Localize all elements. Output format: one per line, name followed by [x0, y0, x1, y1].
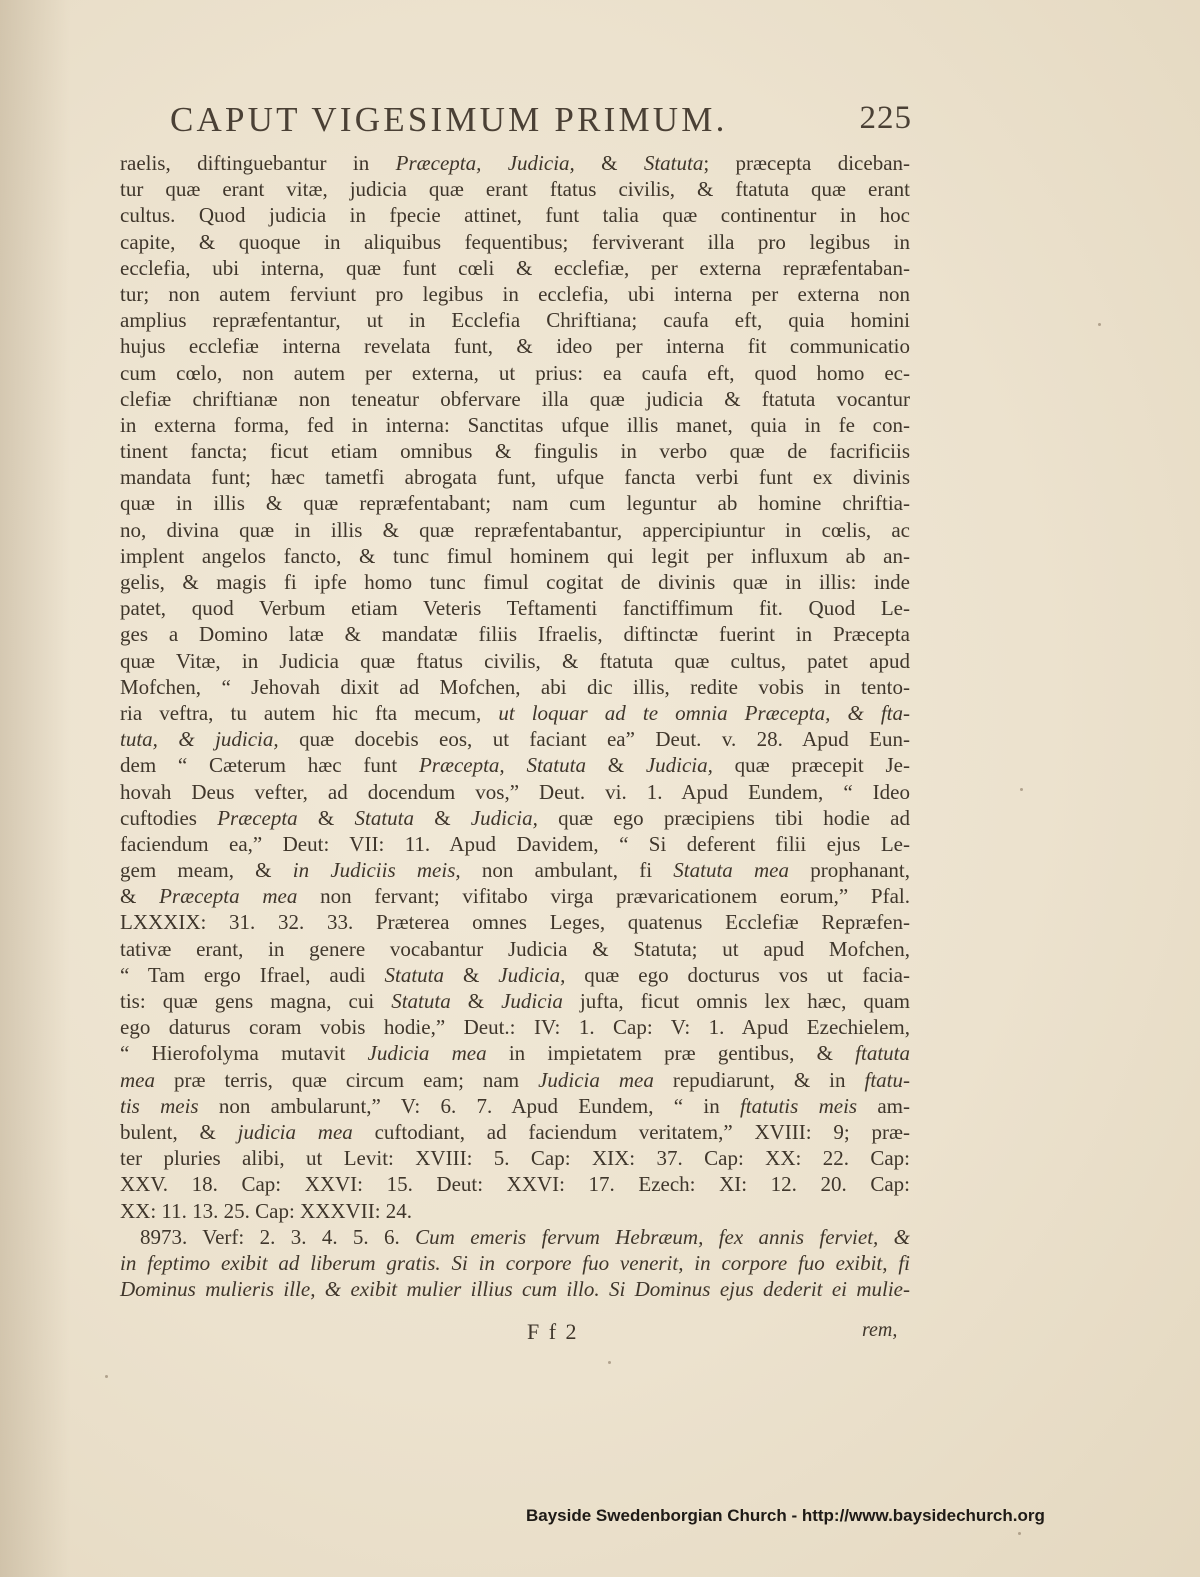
text-run: &	[444, 962, 499, 987]
text-run: tur quæ erant vitæ, judicia quæ erant ftatus civilis, & ftatuta quæ erant	[120, 177, 910, 202]
italic-run: Judicia mea	[538, 1067, 654, 1092]
italic-run: Dominus mulieris ille, & exibit mulier illius cum illo. Si Dominus ejus dederit ei mulie-	[120, 1277, 910, 1302]
paper-speck	[1018, 1532, 1021, 1535]
italic-run: Præcepta	[217, 805, 298, 830]
italic-run: tis meis	[120, 1093, 199, 1118]
text-run: raelis, diftinguebantur in	[120, 151, 396, 175]
text-run: am-	[857, 1093, 910, 1118]
text-line	[120, 438, 910, 464]
italic-run: Judicia mea	[367, 1041, 487, 1066]
text-line	[120, 569, 910, 595]
text-run: amplius repræfentantur, ut in Ecclefia Chriftiana; caufa eft, quia homini	[120, 308, 910, 333]
text-run: Mofchen, “ Jehovah dixit ad Mofchen, abi dic illis, redite vobis in tento-	[120, 674, 910, 699]
spine-shadow	[0, 0, 70, 1577]
text-run: “ Hierofolyma mutavit	[120, 1041, 368, 1066]
text-run: cuftodiant, ad faciendum veritatem,” XVIII: 9; præ-	[352, 1119, 911, 1144]
italic-run: Judicia	[501, 989, 563, 1013]
text-run: mandata funt; hæc tametfi abrogata funt, ufque fancta verbi funt ex divinis	[120, 465, 910, 490]
text-line	[120, 412, 910, 438]
text-run: non ambularunt,” V: 6. 7. Apud Eundem, “ in	[198, 1093, 740, 1118]
text-run: &	[450, 989, 502, 1013]
text-run: tativæ erant, in genere vocabantur Judicia & Statuta; ut apud Mofchen,	[120, 936, 910, 961]
text-run: faciendum ea,” Deut: VII: 11. Apud Davidem, “ Si deferent filii ejus Le-	[120, 831, 910, 856]
italic-run: ftatuta	[855, 1041, 910, 1066]
italic-run: Statuta	[354, 805, 414, 830]
text-line	[120, 1093, 910, 1119]
text-run: non ambulant, fi	[460, 858, 674, 883]
text-line	[120, 857, 910, 883]
italic-run: Statuta mea	[673, 858, 790, 883]
text-run: prophanant,	[789, 858, 910, 883]
italic-run: Judicia,	[498, 962, 566, 987]
text-line	[120, 621, 910, 647]
text-run: tinent fancta; ficut etiam omnibus & fingulis in verbo quæ de facrificiis	[120, 439, 910, 464]
text-run: “ Tam ergo Ifrael, audi	[120, 962, 385, 987]
italic-run: tuta, & judicia,	[120, 727, 279, 752]
text-run: implent angelos fancto, & tunc fimul hominem qui legit per influxum ab an-	[120, 543, 910, 568]
text-line	[120, 1171, 910, 1197]
italic-run: judicia mea	[237, 1119, 353, 1144]
italic-run: mea	[120, 1067, 155, 1092]
text-run: quæ præcepit Je-	[712, 753, 910, 778]
text-line	[120, 962, 910, 988]
text-run: &	[120, 884, 160, 909]
text-run: in externa forma, fed in interna: Sanctitas ufque illis manet, quia in fe con-	[120, 412, 910, 437]
text-run: ges a Domino latæ & mandatæ filiis Ifraelis, diftinctæ fuerint in Præcepta	[120, 622, 910, 647]
text-line	[120, 543, 910, 569]
body-text	[120, 150, 910, 1302]
italic-run: Præcepta, Judicia,	[395, 151, 575, 175]
text-line	[120, 176, 910, 202]
text-line	[120, 1224, 910, 1250]
text-line	[120, 360, 910, 386]
text-run: cultus. Quod judicia in fpecie attinet, funt talia quæ continentur in hoc	[120, 203, 910, 228]
text-run: &	[297, 805, 355, 830]
text-line	[120, 1119, 910, 1145]
text-run: cuftodies	[120, 805, 218, 830]
running-head	[170, 100, 910, 150]
text-run: hujus ecclefiæ interna revelata funt, & ideo per interna fit communicatio	[120, 334, 910, 359]
text-line	[120, 700, 910, 726]
italic-run: Præcepta mea	[159, 884, 298, 909]
text-line	[120, 988, 910, 1014]
text-run: ria veftra, tu autem hic fta mecum,	[120, 700, 499, 725]
text-run: ecclefia, ubi interna, quæ funt cœli & ecclefiæ, per externa repræfentaban-	[120, 255, 910, 280]
text-line	[120, 805, 910, 831]
chapter-title: CAPUT VIGESIMUM PRIMUM.	[170, 100, 728, 139]
text-run: tur; non autem ferviunt pro legibus in ecclefia, ubi interna per externa non	[120, 281, 910, 306]
text-line	[120, 752, 910, 778]
text-run: LXXXIX: 31. 32. 33. Præterea omnes Leges, quatenus Ecclefiæ Repræfen-	[120, 910, 910, 935]
text-run: tis: quæ gens magna, cui	[120, 989, 392, 1013]
italic-run: in Judiciis meis,	[292, 858, 461, 883]
italic-run: Statuta	[643, 151, 704, 175]
printer-signature: F f 2	[527, 1319, 579, 1344]
text-line	[120, 936, 910, 962]
text-line	[120, 517, 910, 543]
italic-run: ftatutis meis	[739, 1093, 858, 1118]
text-run: quæ docebis eos, ut faciant ea” Deut. v. 28. Apud Eun-	[278, 727, 911, 752]
source-credit: Bayside Swedenborgian Church - http://www.baysidechurch.org	[526, 1506, 1045, 1525]
text-line	[120, 202, 910, 228]
text-run: &	[414, 805, 471, 830]
text-line	[120, 779, 910, 805]
text-run: præ terris, quæ circum eam; nam	[155, 1067, 539, 1092]
text-line	[120, 150, 910, 176]
text-line	[120, 595, 910, 621]
text-line	[120, 1040, 910, 1066]
text-line	[120, 1198, 910, 1224]
paper-speck	[105, 1375, 108, 1378]
text-run: cum cœlo, non autem per externa, ut prius: ea caufa eft, quod homo ec-	[120, 360, 910, 385]
text-line	[120, 255, 910, 281]
text-run: capite, & quoque in aliquibus fequentibus; ferviverant illa pro legibus in	[120, 229, 910, 254]
page-number: 225	[859, 100, 912, 136]
text-run: patet, quod Verbum etiam Veteris Teftamenti fanctiffimum fit. Quod Le-	[120, 596, 910, 621]
text-line	[120, 648, 910, 674]
text-run: clefiæ chriftianæ non teneatur obfervare illa quæ judicia & ftatuta vocantur	[120, 386, 910, 411]
text-line	[120, 1145, 910, 1171]
paper-speck	[1020, 788, 1023, 791]
italic-run: in feptimo exibit ad liberum gratis. Si in corpore fuo venerit, in corpore fuo exibit, fi	[120, 1250, 910, 1275]
text-run: jufta, ficut omnis lex hæc, quam	[562, 989, 910, 1013]
text-run: quæ ego præcipiens tibi hodie ad	[537, 805, 910, 830]
text-run: quæ in illis & quæ repræfentabant; nam cum leguntur ab homine chriftia-	[120, 491, 910, 516]
text-run: quæ ego docturus vos ut facia-	[565, 962, 910, 987]
text-run: hovah Deus vefter, ad docendum vos,” Deut. vi. 1. Apud Eundem, “ Ideo	[120, 779, 910, 804]
text-run: &	[574, 151, 644, 175]
text-run: no, divina quæ in illis & quæ repræfentabantur, appercipiuntur in cœlis, ac	[120, 517, 910, 542]
text-line	[120, 1250, 910, 1276]
text-run: gelis, & magis fi ipfe homo tunc fimul cogitat de divinis quæ in illis: inde	[120, 570, 910, 594]
catchword: rem,	[862, 1319, 898, 1341]
text-run: bulent, &	[120, 1119, 238, 1144]
italic-run: ftatu-	[864, 1067, 910, 1092]
text-line	[120, 1014, 910, 1040]
italic-run: Cum emeris fervum Hebræum, fex annis ferviet, &	[415, 1224, 910, 1249]
italic-run: Judicia,	[645, 753, 713, 778]
text-run: ter pluries alibi, ut Levit: XVIII: 5. Cap: XIX: 37. Cap: XX: 22. Cap:	[120, 1146, 910, 1171]
text-run: quæ Vitæ, in Judicia quæ ftatus civilis, & ftatuta quæ cultus, patet apud	[120, 648, 910, 673]
text-run: in impietatem præ gentibus, &	[486, 1041, 856, 1066]
italic-run: Præcepta, Statuta	[418, 753, 586, 778]
text-run: dem “ Cæterum hæc funt	[120, 753, 419, 778]
text-line	[120, 307, 910, 333]
text-line	[120, 909, 910, 935]
text-line	[120, 883, 910, 909]
text-run: gem meam, &	[120, 858, 293, 883]
text-run: ego daturus coram vobis hodie,” Deut.: IV: 1. Cap: V: 1. Apud Ezechielem,	[120, 1015, 910, 1040]
text-line	[120, 333, 910, 359]
paper-speck	[608, 1361, 611, 1364]
text-run: non fervant; vifitabo virga prævaricationem eorum,” Pfal.	[297, 884, 910, 909]
text-line	[120, 464, 910, 490]
text-run: XX: 11. 13. 25. Cap: XXXVII: 24.	[120, 1198, 413, 1223]
italic-run: Statuta	[384, 962, 445, 987]
text-line	[120, 386, 910, 412]
text-line	[120, 1276, 910, 1302]
italic-run: Judicia,	[470, 805, 538, 830]
text-run: ; præcepta diceban-	[703, 151, 911, 175]
text-line	[120, 229, 910, 255]
paper-speck	[1098, 323, 1101, 326]
text-line	[120, 1067, 910, 1093]
text-line	[120, 726, 910, 752]
text-line	[120, 831, 910, 857]
text-line	[120, 281, 910, 307]
text-run: 8973. Verf: 2. 3. 4. 5. 6.	[140, 1224, 416, 1249]
text-line	[120, 490, 910, 516]
italic-run: ut loquar ad te omnia Præcepta, & fta-	[498, 700, 910, 725]
italic-run: Statuta	[391, 989, 451, 1013]
text-run: &	[585, 753, 646, 778]
text-run: XXV. 18. Cap: XXVI: 15. Deut: XXVI: 17. Ezech: XI: 12. 20. Cap:	[120, 1172, 910, 1197]
text-line	[120, 674, 910, 700]
text-run: repudiarunt, & in	[653, 1067, 865, 1092]
